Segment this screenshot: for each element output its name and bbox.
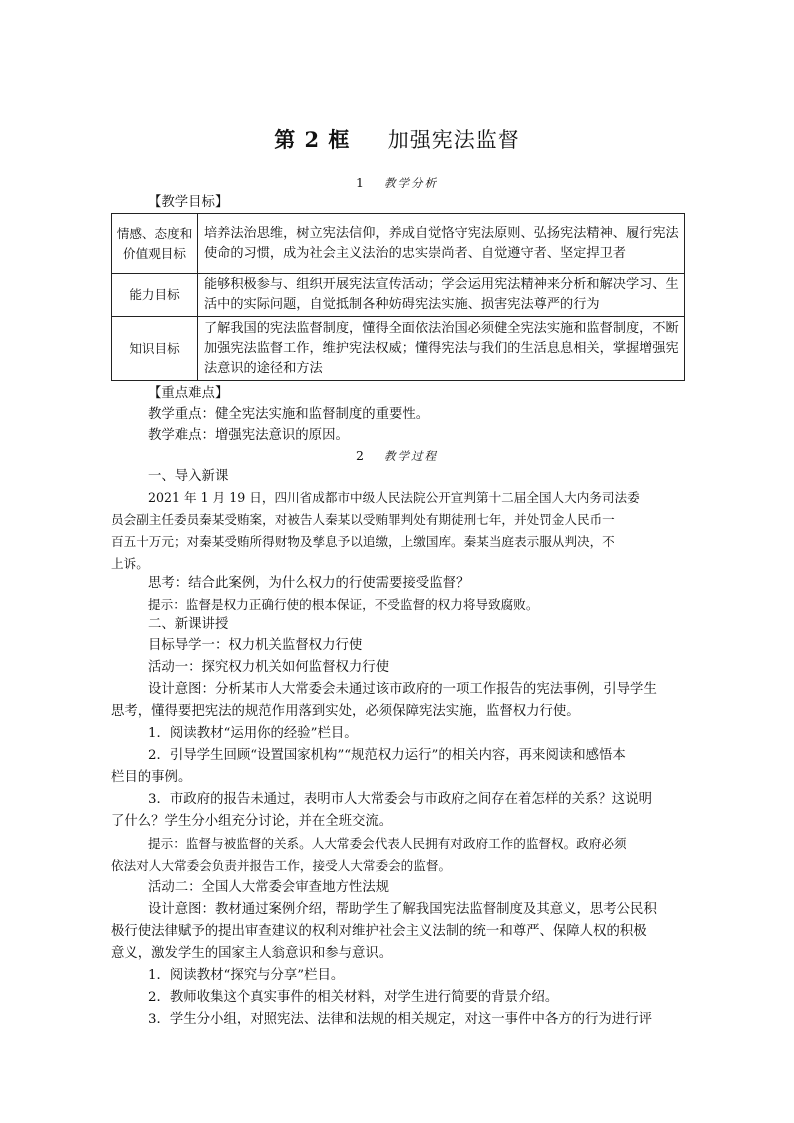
paragraph-line: 百五十万元；对秦某受贿所得财物及孳息予以追缴，上缴国库。秦某当庭表示服从判决，不 (111, 534, 615, 549)
paragraph-line: 3．市政府的报告未通过，表明市人大常委会与市政府之间存在着怎样的关系？这说明 (148, 792, 652, 807)
table-row (112, 214, 685, 274)
objective-text: 能够积极参与、组织开展宪法宣传活动；学会运用宪法精神来分析和解决学习、生活中的实际问题，自觉抵制各种妨碍宪法实施、损害宪法尊严的行为 (198, 274, 685, 317)
paragraph-line: 1．阅读教材“运用你的经验”栏目。 (148, 726, 358, 741)
section-number: 1 (356, 175, 364, 190)
key-point: 教学重点：健全宪法实施和监督制度的重要性。 (148, 407, 430, 422)
objectives-table (111, 213, 685, 381)
lesson-title: 加强宪法监督 (387, 128, 520, 152)
paragraph-line: 思考：结合此案例，为什么权力的行使需要接受监督？ (148, 576, 470, 591)
paragraph-line: 设计意图：教材通过案例介绍，帮助学生了解我国宪法监督制度及其意义，思考公民积 (148, 902, 657, 917)
objectives-label: 【教学目标】 (148, 195, 229, 210)
paragraph-line: 2．引导学生回顾“设置国家机构”“规范权力运行”的相关内容，再来阅读和感悟本 (148, 748, 626, 763)
paragraph-line: 二、新课讲授 (148, 617, 229, 632)
objective-label: 知识目标 (112, 317, 198, 381)
objective-label: 能力目标 (112, 274, 198, 317)
paragraph-line: 2021 年 1 月 19 日，四川省成都市中级人民法院公开宣判第十二届全国人大内务司法委 (148, 490, 640, 505)
paragraph-line: 了什么？学生分小组充分讨论，并在全班交流。 (111, 814, 393, 829)
paragraph-line: 意义，激发学生的国家主人翁意识和参与意识。 (111, 946, 393, 961)
paragraph-line: 1．阅读教材“探究与分享”栏目。 (148, 968, 345, 983)
section-heading-analysis (0, 175, 794, 191)
difficulty: 教学难点：增强宪法意识的原因。 (148, 428, 349, 443)
lesson-number: 第 2 框 (274, 127, 351, 152)
section-number: 2 (356, 448, 364, 463)
paragraph-line: 提示：监督是权力正确行使的根本保证，不受监督的权力将导致腐败。 (148, 597, 539, 612)
paragraph-line: 员会副主任委员秦某受贿案，对被告人秦某以受贿罪判处有期徒刑七年，并处罚金人民币一 (111, 512, 615, 527)
table-row (112, 274, 685, 317)
paragraph-line: 3．学生分小组，对照宪法、法律和法规的相关规定，对这一事件中各方的行为进行评 (148, 1012, 652, 1027)
paragraph-line: 思考，懂得要把宪法的规范作用落到实处，必须保障宪法实施，监督权力行使。 (111, 704, 580, 719)
objective-text: 了解我国的宪法监督制度，懂得全面依法治国必须健全宪法实施和监督制度，不断加强宪法监督工作，维护宪法权威；懂得宪法与我们的生活息息相关，掌握增强宪法意识的途径和方法 (198, 317, 685, 381)
objective-label: 情感、态度和价值观目标 (112, 214, 198, 274)
section-title: 教学过程 (383, 449, 438, 463)
section-heading-process (0, 448, 794, 464)
page-title (0, 124, 794, 154)
paragraph-line: 设计意图：分析某市人大常委会未通过该市政府的一项工作报告的宪法事例，引导学生 (148, 682, 657, 697)
paragraph-line: 一、导入新课 (148, 469, 229, 484)
section-title: 教学分析 (383, 176, 438, 190)
paragraph-line: 目标导学一：权力机关监督权力行使 (148, 638, 363, 653)
paragraph-line: 提示：监督与被监督的关系。人大常委会代表人民拥有对政府工作的监督权。政府必须 (148, 836, 627, 851)
paragraph-line: 极行使法律赋予的提出审查建议的权利对维护社会主义法制的统一和尊严、保障人权的积极 (111, 924, 647, 939)
table-row (112, 317, 685, 381)
paragraph-line: 活动一：探究权力机关如何监督权力行使 (148, 660, 390, 675)
objective-text: 培养法治思维，树立宪法信仰，养成自觉恪守宪法原则、弘扬宪法精神、履行宪法使命的习惯，成为社会主义法治的忠实崇尚者、自觉遵守者、坚定捍卫者 (198, 214, 685, 274)
paragraph-line: 2．教师收集这个真实事件的相关材料，对学生进行简要的背景介绍。 (148, 990, 559, 1005)
paragraph-line: 栏目的事例。 (111, 770, 192, 785)
focus-label: 【重点难点】 (148, 386, 229, 401)
paragraph-line: 上诉。 (111, 556, 149, 571)
paragraph-line: 活动二：全国人大常委会审查地方性法规 (148, 880, 390, 895)
paragraph-line: 依法对人大常委会负责并报告工作，接受人大常委会的监督。 (111, 858, 452, 873)
